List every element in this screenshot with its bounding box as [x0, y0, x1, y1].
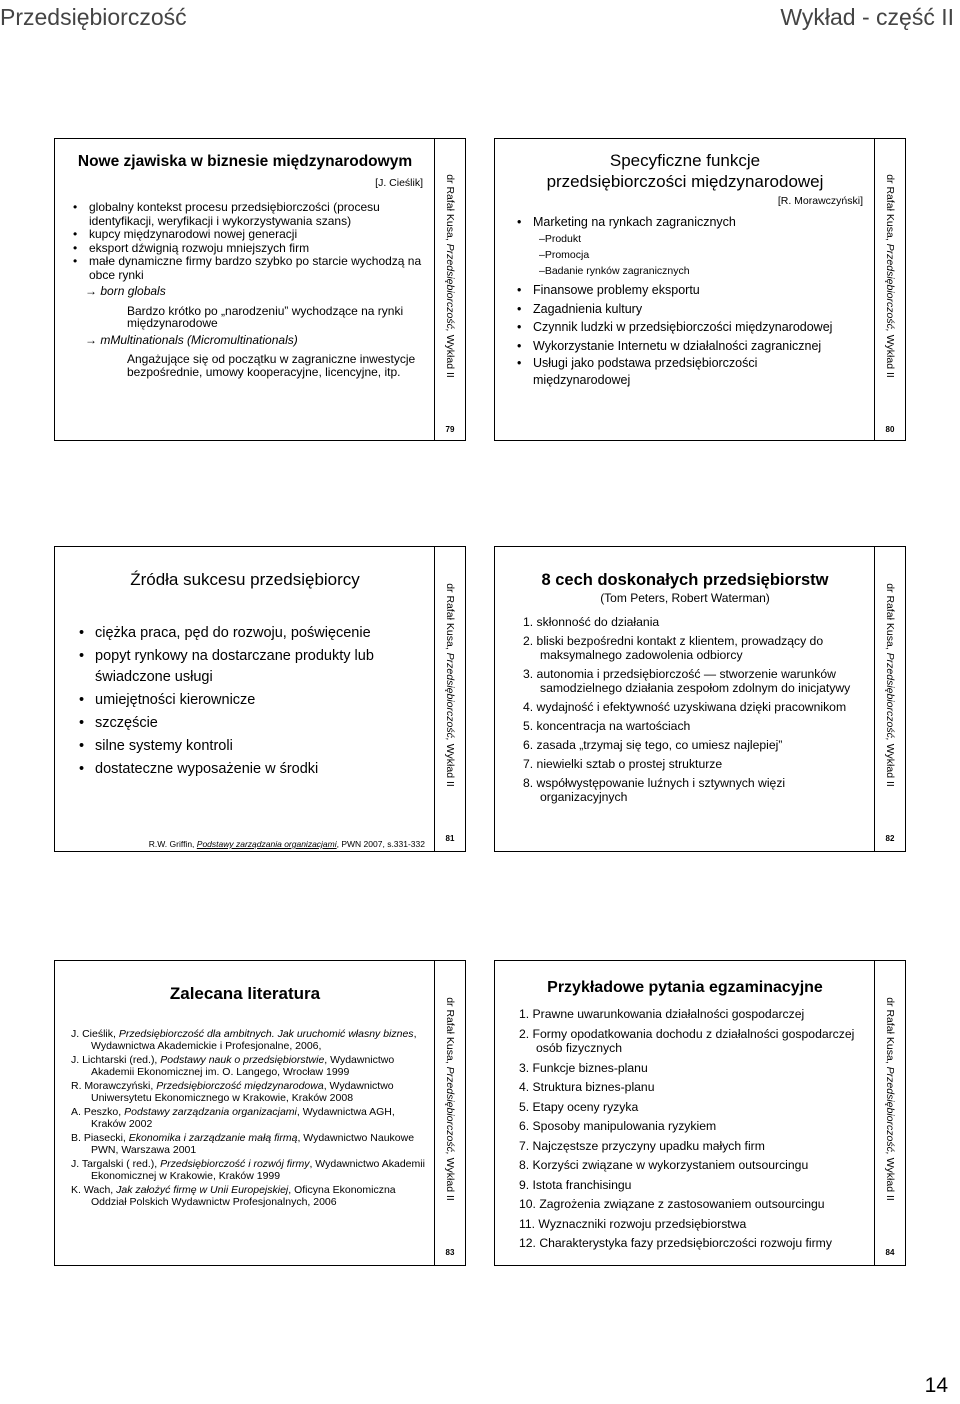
slide-82-title: 8 cech doskonałych przedsiębiorstw — [541, 571, 829, 589]
slide-80-list-2 — [533, 281, 869, 389]
slide-84-item: 11. Wyznaczniki rozwoju przedsiębiorstwa — [519, 1216, 747, 1231]
document-header-part: Wykład - część II — [780, 4, 954, 30]
page-number: 14 — [924, 1374, 948, 1397]
slide-81-title: Źródła sukcesu przedsiębiorcy — [130, 570, 360, 589]
slide-80-bullet: • Zagadnienia kultury — [533, 300, 869, 319]
slide-82-item: 5. koncentracja na wartościach — [523, 719, 691, 733]
slide-82-item: 6. zasada „trzymaj się tego, co umiesz najlepiej” — [523, 738, 783, 752]
slide-83-reference: R. Morawczyński, Przedsiębiorczość międzynarodowa, Wydawnictwo Uniwersytetu Ekonomicznego w Krakowie, Kraków 2008 — [71, 1080, 394, 1104]
slide-82-subtitle: (Tom Peters, Robert Waterman) — [600, 591, 770, 605]
slide-81-bullet: • dostateczne wyposażenie w środki — [95, 759, 425, 780]
slide-81-bullet: • popyt rynkowy na dostarczane produkty lub świadczone usługi — [95, 646, 425, 688]
slide-79-arrow-label: born globals — [100, 284, 166, 298]
slide-79-author-label: dr Rafał Kusa, Przedsiębiorczość, Wykład II — [444, 173, 456, 378]
slide-83-reference: J. Lichtarski (red.), Podstawy nauk o przedsiębiorstwie, Wydawnictwo Akademii Ekonomicznej im. O. Langego, Wrocław 1999 — [71, 1054, 395, 1078]
slide-80-bullet: • Czynnik ludzki w przedsiębiorczości międzynarodowej — [533, 318, 869, 337]
slide-82-item: 2. bliski bezpośredni kontakt z klientem, prowadzący do maksymalnego zadowolenia odbiorcy — [523, 634, 824, 662]
slide-83-reference: J. Cieślik, Przedsiębiorczość dla ambitnych. Jak uruchomić własny biznes, Wydawnictwa Akademickie i Profesjonalne, 2006, — [71, 1028, 417, 1052]
slide-84-item: 6. Sposoby manipulowania ryzykiem — [519, 1119, 717, 1133]
slide-79 — [54, 138, 466, 441]
slide-82-content — [495, 547, 875, 851]
slide-80-sub-item: –Promocja — [539, 249, 590, 261]
slide-84-item: 1. Prawne uwarunkowania działalności gospodarczej — [519, 1007, 805, 1021]
slide-82 — [494, 546, 906, 852]
slide-81-author-label: dr Rafał Kusa, Przedsiębiorczość, Wykład II — [444, 583, 456, 787]
slide-84-item: 2. Formy opodatkowania dochodu z działalności gospodarczej osób fizycznych — [519, 1026, 855, 1055]
slide-79-side-strip — [434, 139, 465, 440]
slide-79-number: 79 — [445, 425, 455, 434]
slide-79-sub-item: Angażujące się od początku w zagraniczne inwestycje bezpośrednie, umowy kooperacyjne, licencyjne, itp. — [127, 352, 416, 379]
slide-81-list — [95, 623, 425, 780]
slide-84-item: 4. Struktura biznes-planu — [519, 1080, 655, 1094]
slide-84-content — [495, 961, 875, 1265]
slide-79-arrow-item — [85, 334, 427, 348]
slide-82-item: 1. skłonność do działania — [523, 615, 660, 629]
slide-83-reference: A. Peszko, Podstawy zarządzania organizacjami, Wydawnictwa AGH, Kraków 2002 — [71, 1106, 395, 1130]
slide-80-bullet: • Finansowe problemy eksportu — [533, 281, 869, 300]
slide-84-title: Przykładowe pytania egzaminacyjne — [547, 979, 823, 996]
slide-80-content — [495, 139, 875, 440]
slide-81-number: 81 — [445, 834, 455, 843]
slide-79-bullet: • małe dynamiczne firmy bardzo szybko po starcie wychodzą na obce rynki — [89, 255, 427, 282]
slide-79-sub-item: Bardzo krótko po „narodzeniu” wychodzące na rynki międzynarodowe — [127, 303, 404, 330]
slide-82-item: 8. współwystępowanie luźnych i sztywnych więzi organizacyjnych — [523, 776, 786, 804]
slide-83-refs — [71, 1028, 427, 1208]
slide-81-bullet: • ciężka praca, pęd do rozwoju, poświęcenie — [95, 623, 425, 644]
slide-81 — [54, 546, 466, 852]
slide-79-bullet: • eksport dźwignią rozwoju mniejszych firm — [89, 242, 427, 256]
slide-81-bullet: • silne systemy kontroli — [95, 736, 425, 757]
slide-83-title: Zalecana literatura — [169, 984, 321, 1003]
slide-83-reference: J. Targalski ( red.), Przedsiębiorczość i rozwój firmy, Wydawnictwo Akademii Ekonomicznej w Krakowie, Kraków 1999 — [71, 1158, 425, 1182]
slide-79-bullet: • globalny kontekst procesu przedsiębiorczości (procesu identyfikacji, weryfikacji i wykorzystywania szans) — [89, 201, 427, 228]
slide-80-sub-item: –Produkt — [539, 233, 582, 245]
slide-81-bullet: • szczęście — [95, 713, 425, 734]
slide-84-number: 84 — [885, 1248, 895, 1257]
slide-79-source: [J. Cieślik] — [375, 177, 423, 189]
slide-81-footnote: R.W. Griffin, Podstawy zarządzania organizacjami, PWN 2007, s.331-332 — [148, 839, 425, 849]
slide-84-item: 12. Charakterystyka fazy przedsiębiorczości rozwoju firmy — [519, 1236, 832, 1250]
slide-79-arrow-label: mMultinationals (Micromultinationals) — [100, 332, 298, 347]
slide-80-sublist — [539, 231, 875, 279]
slide-80-source: [R. Morawczyński] — [777, 195, 863, 207]
slide-80-bullet: • Marketing na rynkach zagranicznych — [533, 213, 869, 231]
slide-81-content — [55, 547, 435, 851]
slide-82-side-strip — [874, 547, 905, 851]
slide-84-item: 3. Funkcje biznes-planu — [519, 1060, 648, 1075]
slide-84-item: 8. Korzyści związane w wykorzystaniem outsourcingu — [519, 1158, 809, 1172]
slide-83-content — [55, 961, 435, 1265]
slide-83-number: 83 — [445, 1248, 455, 1257]
slide-80-title: Specyficzne funkcje przedsiębiorczości międzynarodowej — [546, 151, 824, 191]
slide-84-item: 10. Zagrożenia związane z zastosowaniem outsourcingu — [519, 1197, 825, 1211]
slide-81-bullet: • umiejętności kierownicze — [95, 690, 425, 711]
slide-79-list — [89, 201, 427, 282]
slide-81-side-strip — [434, 547, 465, 851]
slide-84-side-strip — [874, 961, 905, 1265]
arrow-right-icon: → — [85, 284, 97, 298]
slide-82-item: 3. autonomia i przedsiębiorczość — stworzenie warunków samodzielnego działania zespołom zdolnym do inicjatywy — [523, 667, 851, 695]
slide-79-content — [55, 139, 435, 440]
slide-82-author-label: dr Rafał Kusa, Przedsiębiorczość, Wykład II — [884, 583, 896, 787]
slide-80-bullet: • Usługi jako podstawa przedsiębiorczości międzynarodowej — [533, 355, 869, 389]
slide-82-list — [523, 615, 867, 804]
slide-83-reference: B. Piasecki, Ekonomika i zarządzanie małą firmą, Wydawnictwo Naukowe PWN, Warszawa 2001 — [71, 1132, 415, 1156]
slide-80-sub-item: –Badanie rynków zagranicznych — [539, 265, 690, 277]
slide-79-title: Nowe zjawiska w biznesie międzynarodowym — [77, 153, 413, 170]
slide-80-bullet: • Wykorzystanie Internetu w działalności zagranicznej — [533, 337, 869, 356]
slide-83-reference: K. Wach, Jak założyć firmę w Unii Europejskiej, Oficyna Ekonomiczna Oddział Polskich Wydawnictw Profesjonalnych, 2006 — [71, 1184, 396, 1208]
arrow-right-icon: → — [85, 332, 97, 347]
slide-80-author-label: dr Rafał Kusa, Przedsiębiorczość, Wykład II — [884, 173, 896, 378]
slide-80 — [494, 138, 906, 441]
slide-79-arrow-item — [85, 285, 427, 299]
slide-83 — [54, 960, 466, 1266]
slide-83-author-label: dr Rafał Kusa, Przedsiębiorczość, Wykład II — [444, 997, 456, 1201]
slide-84-item: 9. Istota franchisingu — [519, 1177, 632, 1192]
slide-80-side-strip — [874, 139, 905, 440]
document-header-title: Przedsiębiorczość — [0, 4, 187, 30]
slide-80-number: 80 — [885, 425, 895, 434]
slide-84 — [494, 960, 906, 1266]
slide-79-bullet: • kupcy międzynarodowi nowej generacji — [89, 228, 427, 242]
slide-82-item: 4. wydajność i efektywność uzyskiwana dzięki pracownikom — [523, 700, 847, 714]
slide-80-list — [533, 213, 869, 231]
slide-82-item: 7. niewielki sztab o prostej strukturze — [523, 757, 723, 771]
slide-83-side-strip — [434, 961, 465, 1265]
slide-84-item: 7. Najczęstsze przyczyny upadku małych firm — [519, 1138, 765, 1153]
slide-84-list — [519, 1007, 871, 1251]
slide-84-author-label: dr Rafał Kusa, Przedsiębiorczość, Wykład II — [884, 997, 896, 1201]
slide-84-item: 5. Etapy oceny ryzyka — [519, 1099, 639, 1114]
slide-82-number: 82 — [885, 834, 895, 843]
